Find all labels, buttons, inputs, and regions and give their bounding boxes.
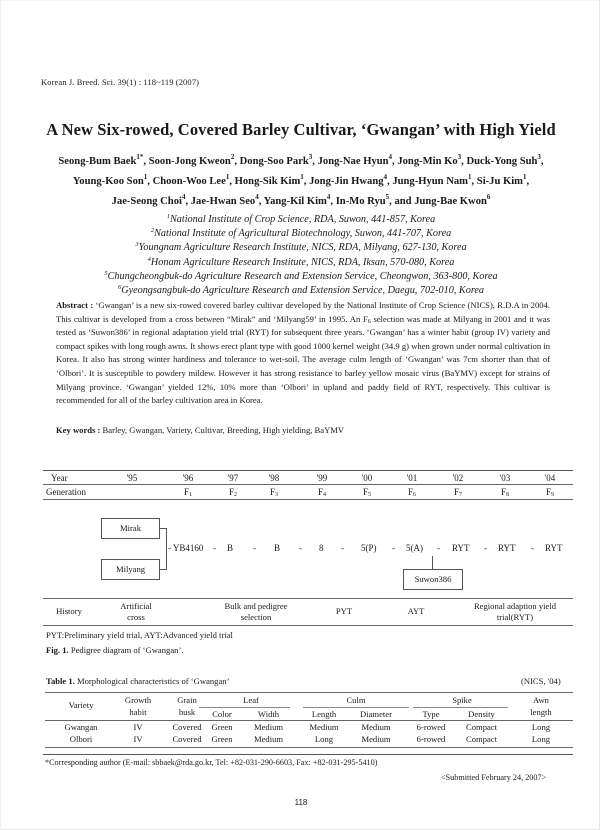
abstract-text: ‘Gwangan’ is a new six-rowed covered barley cultivar developed by the National Institute of Crop Science (NICS), R.D.A in 2004. This cultivar is developed from a cross between “Mirak” and ‘Milyang59’ in 1995. An F (56, 300, 550, 324)
author: Jung-Bae Kwon$^6$ (414, 193, 491, 207)
generation-cell: $F_1$ (183, 487, 192, 498)
author-conjunction: and (394, 196, 412, 207)
history-bottom-rule (43, 625, 573, 626)
year-cell: '03 (499, 473, 511, 483)
cell-grain-husk: Covered (172, 734, 202, 744)
generation-row-label: Generation (46, 487, 86, 497)
author: Hong-Sik Kim$^1$, (234, 173, 310, 187)
keywords-text: Barley, Gwangan, Variety, Cultivar, Breeding, High yielding, BaYMV (100, 425, 345, 435)
affiliation: $^4$Honam Agriculture Research Institute, NICS, RDA, Iksan, 570-080, Korea (147, 255, 455, 268)
corresponding-author: *Corresponding author (E-mail: sbbaek@rda.go.kr, Tel: +82-031-290-6603, Fax: +82-031-295-5410) (45, 758, 378, 767)
parent-box-mirak: Mirak (101, 518, 160, 539)
affiliation: $^1$National Institute of Crop Science, RDA, Suwon, 441-857, Korea (166, 213, 436, 225)
header-spike-type: Type (422, 709, 440, 719)
author: Jae-Hwan Seo$^4$, (190, 193, 264, 207)
year-cell: '01 (406, 473, 418, 483)
leaf-group-rule (199, 707, 290, 708)
history-row-label: History (56, 606, 82, 616)
header-leaf-color: Color (212, 709, 232, 719)
year-cell: '97 (227, 473, 239, 483)
spike-group-rule (413, 707, 508, 708)
author: Yang-Kil Kim$^4$, (263, 193, 336, 207)
generation-cell: $F_6$ (407, 487, 416, 498)
cell-awn-length: Long (531, 722, 551, 732)
header-culm-length: Length (311, 709, 337, 719)
affiliation: $^3$Youngnam Agriculture Research Institute, NICS, RDA, Milyang, 627-130, Korea (135, 241, 467, 254)
author: Jong-Nae Hyun$^4$, (317, 153, 398, 167)
chain-dash: - (299, 543, 302, 553)
footnote-rule (43, 754, 573, 755)
chain-dash: - (213, 543, 216, 553)
figure-mid-rule (43, 484, 573, 485)
author: Duck-Yong Suh$^3$, (466, 153, 544, 167)
table-top-rule (45, 692, 573, 693)
header-culm-group: Culm (346, 695, 366, 705)
affiliation: $^5$Chungcheongbuk-do Agriculture Research and Extension Service, Cheongwon, 363-800, Korea (104, 269, 498, 282)
keywords (56, 425, 344, 435)
chain-dash: - (437, 543, 440, 553)
generation-cell: $F_4$ (317, 487, 326, 498)
cell-growth-habit: IV (133, 734, 143, 744)
year-cell: '99 (316, 473, 328, 483)
cell-leaf-width: Medium (253, 722, 284, 732)
table-source: (NICS, '04) (521, 676, 561, 686)
cell-grain-husk: Covered (172, 722, 202, 732)
chain-dash: - (531, 543, 534, 553)
line-name-box: Suwon386 (403, 569, 463, 590)
cell-leaf-color: Green (211, 722, 233, 732)
chain-dash: - (341, 543, 344, 553)
generation-cell: $F_3$ (269, 487, 278, 498)
header-awn-length: Awn length (530, 695, 552, 717)
header-spike-density: Density (468, 709, 495, 719)
connector-line (432, 556, 433, 570)
header-leaf-width: Width (257, 709, 280, 719)
keywords-label: Key words : (56, 425, 101, 435)
culm-group-rule (303, 707, 409, 708)
chain-step: 5(P) (361, 543, 377, 553)
table-bottom-rule (45, 747, 573, 748)
abstract (56, 299, 550, 408)
author: In-Mo Ryu$^5$, (335, 193, 395, 207)
chain-step: B (274, 543, 281, 553)
figure-caption: Fig. 1. Pedigree diagram of ‘Gwangan’. (46, 645, 184, 655)
cell-variety: Gwangan (64, 722, 98, 732)
generation-cell: $F_9$ (545, 487, 554, 498)
history-stage: Artificial cross (120, 601, 152, 622)
cell-spike-density: Compact (465, 734, 498, 744)
cell-spike-type: 6-rowed (416, 734, 446, 744)
table-caption: Table 1. Morphological characteristics of ‘Gwangan’ (46, 676, 230, 686)
submitted-date: <Submitted February 24, 2007> (441, 773, 547, 782)
header-growth-habit: Growth habit (124, 695, 152, 717)
author: Soon-Jong Kweon$^2$, (148, 153, 240, 167)
chain-dash: - (484, 543, 487, 553)
cell-culm-diameter: Medium (361, 722, 391, 732)
history-top-rule (43, 598, 573, 599)
history-stage: Bulk and pedigree selection (224, 601, 288, 622)
author: Jong-Jin Hwang$^4$, (309, 173, 393, 187)
author: Jung-Hyun Nam$^1$, (392, 173, 477, 187)
history-stage: Regional adaption yield trial(RYT) (473, 601, 557, 622)
chain-step: RYT (545, 543, 563, 553)
chain-step: B (227, 543, 234, 553)
author: Young-Koo Son$^1$, (72, 173, 153, 187)
generation-cell: $F_5$ (362, 487, 371, 498)
chain-step: 8 (319, 543, 324, 553)
cell-spike-type: 6-rowed (416, 722, 446, 732)
header-grain-husk: Grain husk (177, 695, 197, 717)
author: Jae-Seong Choi$^4$, (111, 193, 191, 207)
cell-leaf-width: Medium (253, 734, 284, 744)
cell-variety: Olbori (69, 734, 93, 744)
figure-top-rule (43, 470, 573, 471)
generation-cell: $F_7$ (453, 487, 462, 498)
generation-cell: $F_2$ (228, 487, 237, 498)
affiliation-list (41, 213, 561, 298)
cell-culm-length: Medium (309, 722, 339, 732)
chain-dash: - (392, 543, 395, 553)
chain-dash: - (253, 543, 256, 553)
figure-note: PYT:Preliminary yield trial, AYT:Advanced yield trial (46, 630, 233, 640)
header-leaf-group: Leaf (243, 695, 259, 705)
journal-citation: Korean J. Breed. Sci. 39(1) : 118~119 (2007) (41, 77, 200, 87)
affiliation: $^2$National Institute of Agricultural Biotechnology, Suwon, 441-707, Korea (150, 227, 452, 240)
parent-box-milyang: Milyang (101, 559, 160, 580)
figure-rule (43, 499, 573, 500)
chain-line-yb4160: - YB4160 (168, 543, 204, 553)
history-stage: PYT (335, 606, 353, 616)
abstract-label: Abstract : (56, 300, 94, 310)
year-cell: '04 (544, 473, 556, 483)
cell-culm-diameter: Medium (361, 734, 391, 744)
history-stage: AYT (407, 606, 425, 616)
cell-leaf-color: Green (211, 734, 233, 744)
abstract-text: selection was made at Milyang in 2001 and it was tested as ‘Suwon386’ in regional adaptation yield trial (RYT) for subsequent three years. ‘Gwangan’ has a winter habit (group IV) variety and compact spikes with long rough awns. It shows erect plant type with good 1000 kernel weight (34.9 g) when grown under normal cultivation in Korea. It also has strong winter hardiness and tolerance to wet-soil. The average culm length of ‘Gwangan’ was 7cm shorter than that of ‘Olbori’. It is susceptible to powdery mildew. However it has strong resistance to barley yellow mosaic virus (BaYMV) except for strains of Milyang province. ‘Gwangan’ yielded 12%, 10% more than ‘Olbori’ in upland and paddy field of RYT, respectively. This cultivar is recommended for all of the barley cultivation area in Korea. (56, 313, 550, 406)
year-row-label: Year (51, 473, 68, 483)
chain-step: RYT (452, 543, 470, 553)
header-variety: Variety (68, 700, 94, 710)
cell-awn-length: Long (531, 734, 551, 744)
paper-title: A New Six-rowed, Covered Barley Cultivar, ‘Gwangan’ with High Yield (46, 120, 556, 139)
chain-step: 5(A) (406, 543, 423, 553)
author: Seong-Bum Baek$^{1*}$, (58, 153, 149, 167)
year-cell: '00 (361, 473, 373, 483)
cross-bracket (159, 528, 167, 570)
abstract-subscript: 6 (367, 318, 371, 325)
author: Choon-Woo Lee$^1$, (152, 173, 235, 187)
header-culm-diameter: Diameter (360, 709, 392, 719)
generation-cell: $F_8$ (500, 487, 509, 498)
author: Jong-Min Ko$^3$, (397, 153, 467, 167)
chain-step: RYT (498, 543, 516, 553)
affiliation: $^6$Gyeongsangbuk-do Agriculture Research and Extension Service, Daegu, 702-010, Korea (117, 284, 485, 297)
year-cell: '98 (268, 473, 280, 483)
table-header-rule (45, 720, 573, 721)
author: Si-Ju Kim$^1$, (476, 173, 530, 187)
year-cell: '96 (182, 473, 194, 483)
cell-spike-density: Compact (465, 722, 498, 732)
author: Dong-Soo Park$^3$, (239, 153, 318, 167)
year-cell: '95 (126, 473, 138, 483)
year-cell: '02 (452, 473, 464, 483)
page-number: 118 (294, 798, 308, 807)
header-spike-group: Spike (452, 695, 472, 705)
cell-culm-length: Long (314, 734, 334, 744)
cell-growth-habit: IV (133, 722, 143, 732)
author-list (41, 152, 561, 212)
